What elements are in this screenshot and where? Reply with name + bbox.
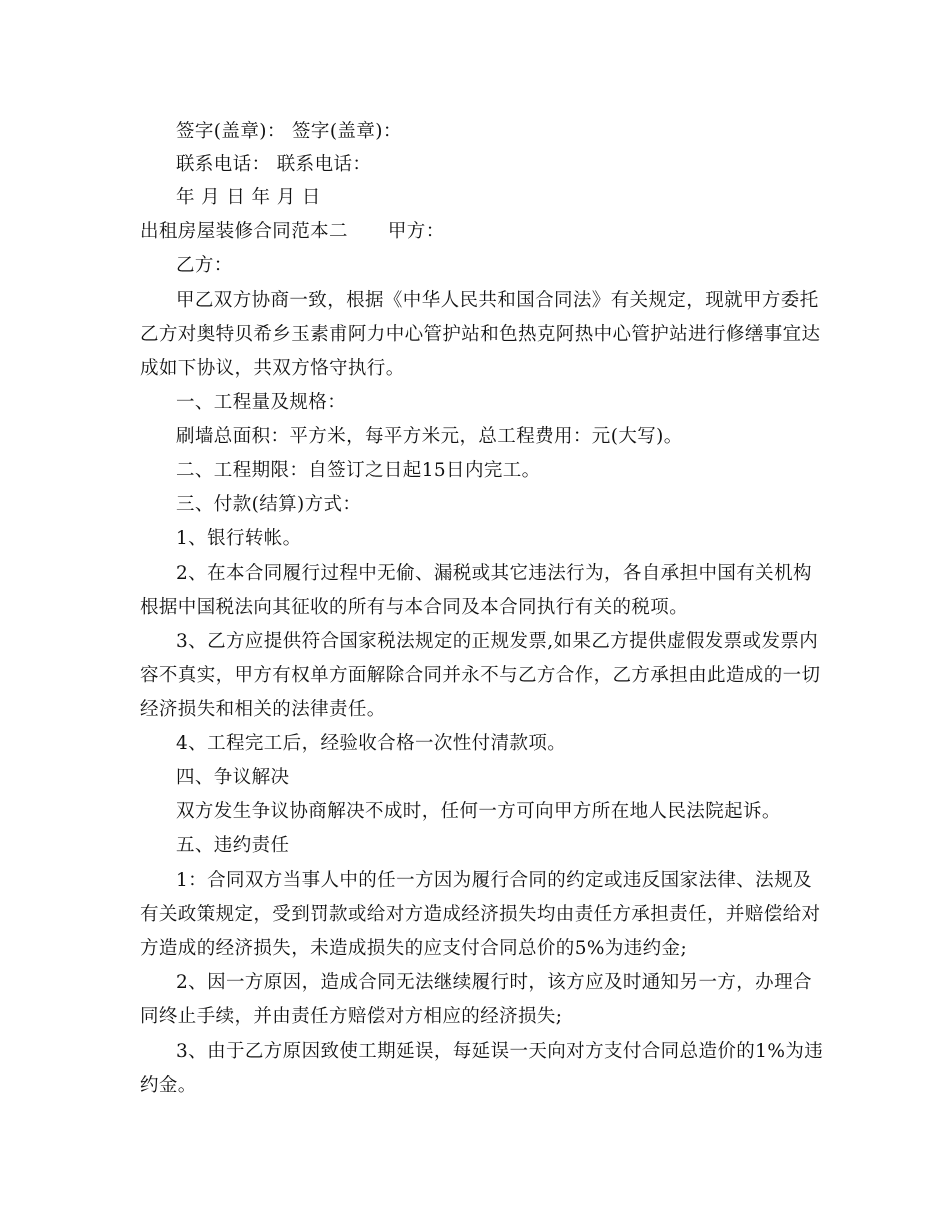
- paragraph-line: 2、在本合同履行过程中无偷、漏税或其它违法行为，各自承担中国有关机构: [176, 563, 812, 584]
- paragraph-line: 刷墙总面积：平方米，每平方米元，总工程费用：元(大写)。: [176, 426, 683, 447]
- paragraph-line: 同终止手续，并由责任方赔偿对方相应的经济损失;: [140, 1006, 563, 1027]
- section-heading: 一、工程量及规格：: [176, 392, 347, 413]
- paragraph-line: 1：合同双方当事人中的任一方因为履行合同的约定或违反国家法律、法规及: [176, 870, 812, 891]
- paragraph-line: 双方发生争议协商解决不成时，任何一方可向甲方所在地人民法院起诉。: [176, 801, 781, 822]
- date-line: 年 月 日 年 月 日: [176, 187, 321, 208]
- paragraph-line: 1、银行转帐。: [176, 528, 302, 549]
- paragraph-line: 经济损失和相关的法律责任。: [140, 699, 386, 720]
- paragraph-line: 4、工程完工后，经验收合格一次性付清款项。: [176, 733, 567, 754]
- paragraph-line: 容不真实，甲方有权单方面解除合同并永不与乙方合作，乙方承担由此造成的一切: [140, 665, 821, 686]
- paragraph-line: 3、由于乙方原因致使工期延误，每延误一天向对方支付合同总造价的1%为违: [176, 1041, 824, 1062]
- paragraph-line: 约金。: [140, 1075, 197, 1096]
- party-b-label: 乙方：: [176, 255, 233, 276]
- paragraph-line: 成如下协议，共双方恪守执行。: [140, 358, 405, 379]
- section-heading: 三、付款(结算)方式：: [176, 494, 362, 515]
- paragraph-line: 2、因一方原因，造成合同无法继续履行时，该方应及时通知另一方，办理合: [176, 972, 812, 993]
- paragraph-line: 方造成的经济损失，未造成损失的应支付合同总价的5%为违约金;: [140, 938, 688, 959]
- section-heading: 四、争议解决: [176, 767, 290, 788]
- phone-line: 联系电话： 联系电话：: [176, 154, 372, 175]
- section-heading: 二、工程期限：自签订之日起15日内完工。: [176, 460, 541, 481]
- signature-line: 签字(盖章)： 签字(盖章)：: [176, 121, 402, 142]
- paragraph-line: 根据中国税法向其征收的所有与本合同及本合同执行有关的税项。: [140, 597, 689, 618]
- paragraph-line: 乙方对奥特贝希乡玉素甫阿力中心管护站和色热克阿热中心管护站进行修缮事宜达: [140, 324, 821, 345]
- paragraph-line: 甲乙双方协商一致，根据《中华人民共和国合同法》有关规定，现就甲方委托: [176, 290, 819, 311]
- document-title: 出租房屋装修合同范本二: [140, 221, 348, 242]
- section-heading: 五、违约责任: [176, 835, 290, 856]
- section-title-line: [140, 220, 445, 244]
- party-a-label: 甲方：: [387, 221, 445, 242]
- paragraph-line: 有关政策规定，受到罚款或给对方造成经济损失均由责任方承担责任，并赔偿给对: [140, 904, 821, 925]
- paragraph-line: 3、乙方应提供符合国家税法规定的正规发票,如果乙方提供虚假发票或发票内: [176, 631, 819, 652]
